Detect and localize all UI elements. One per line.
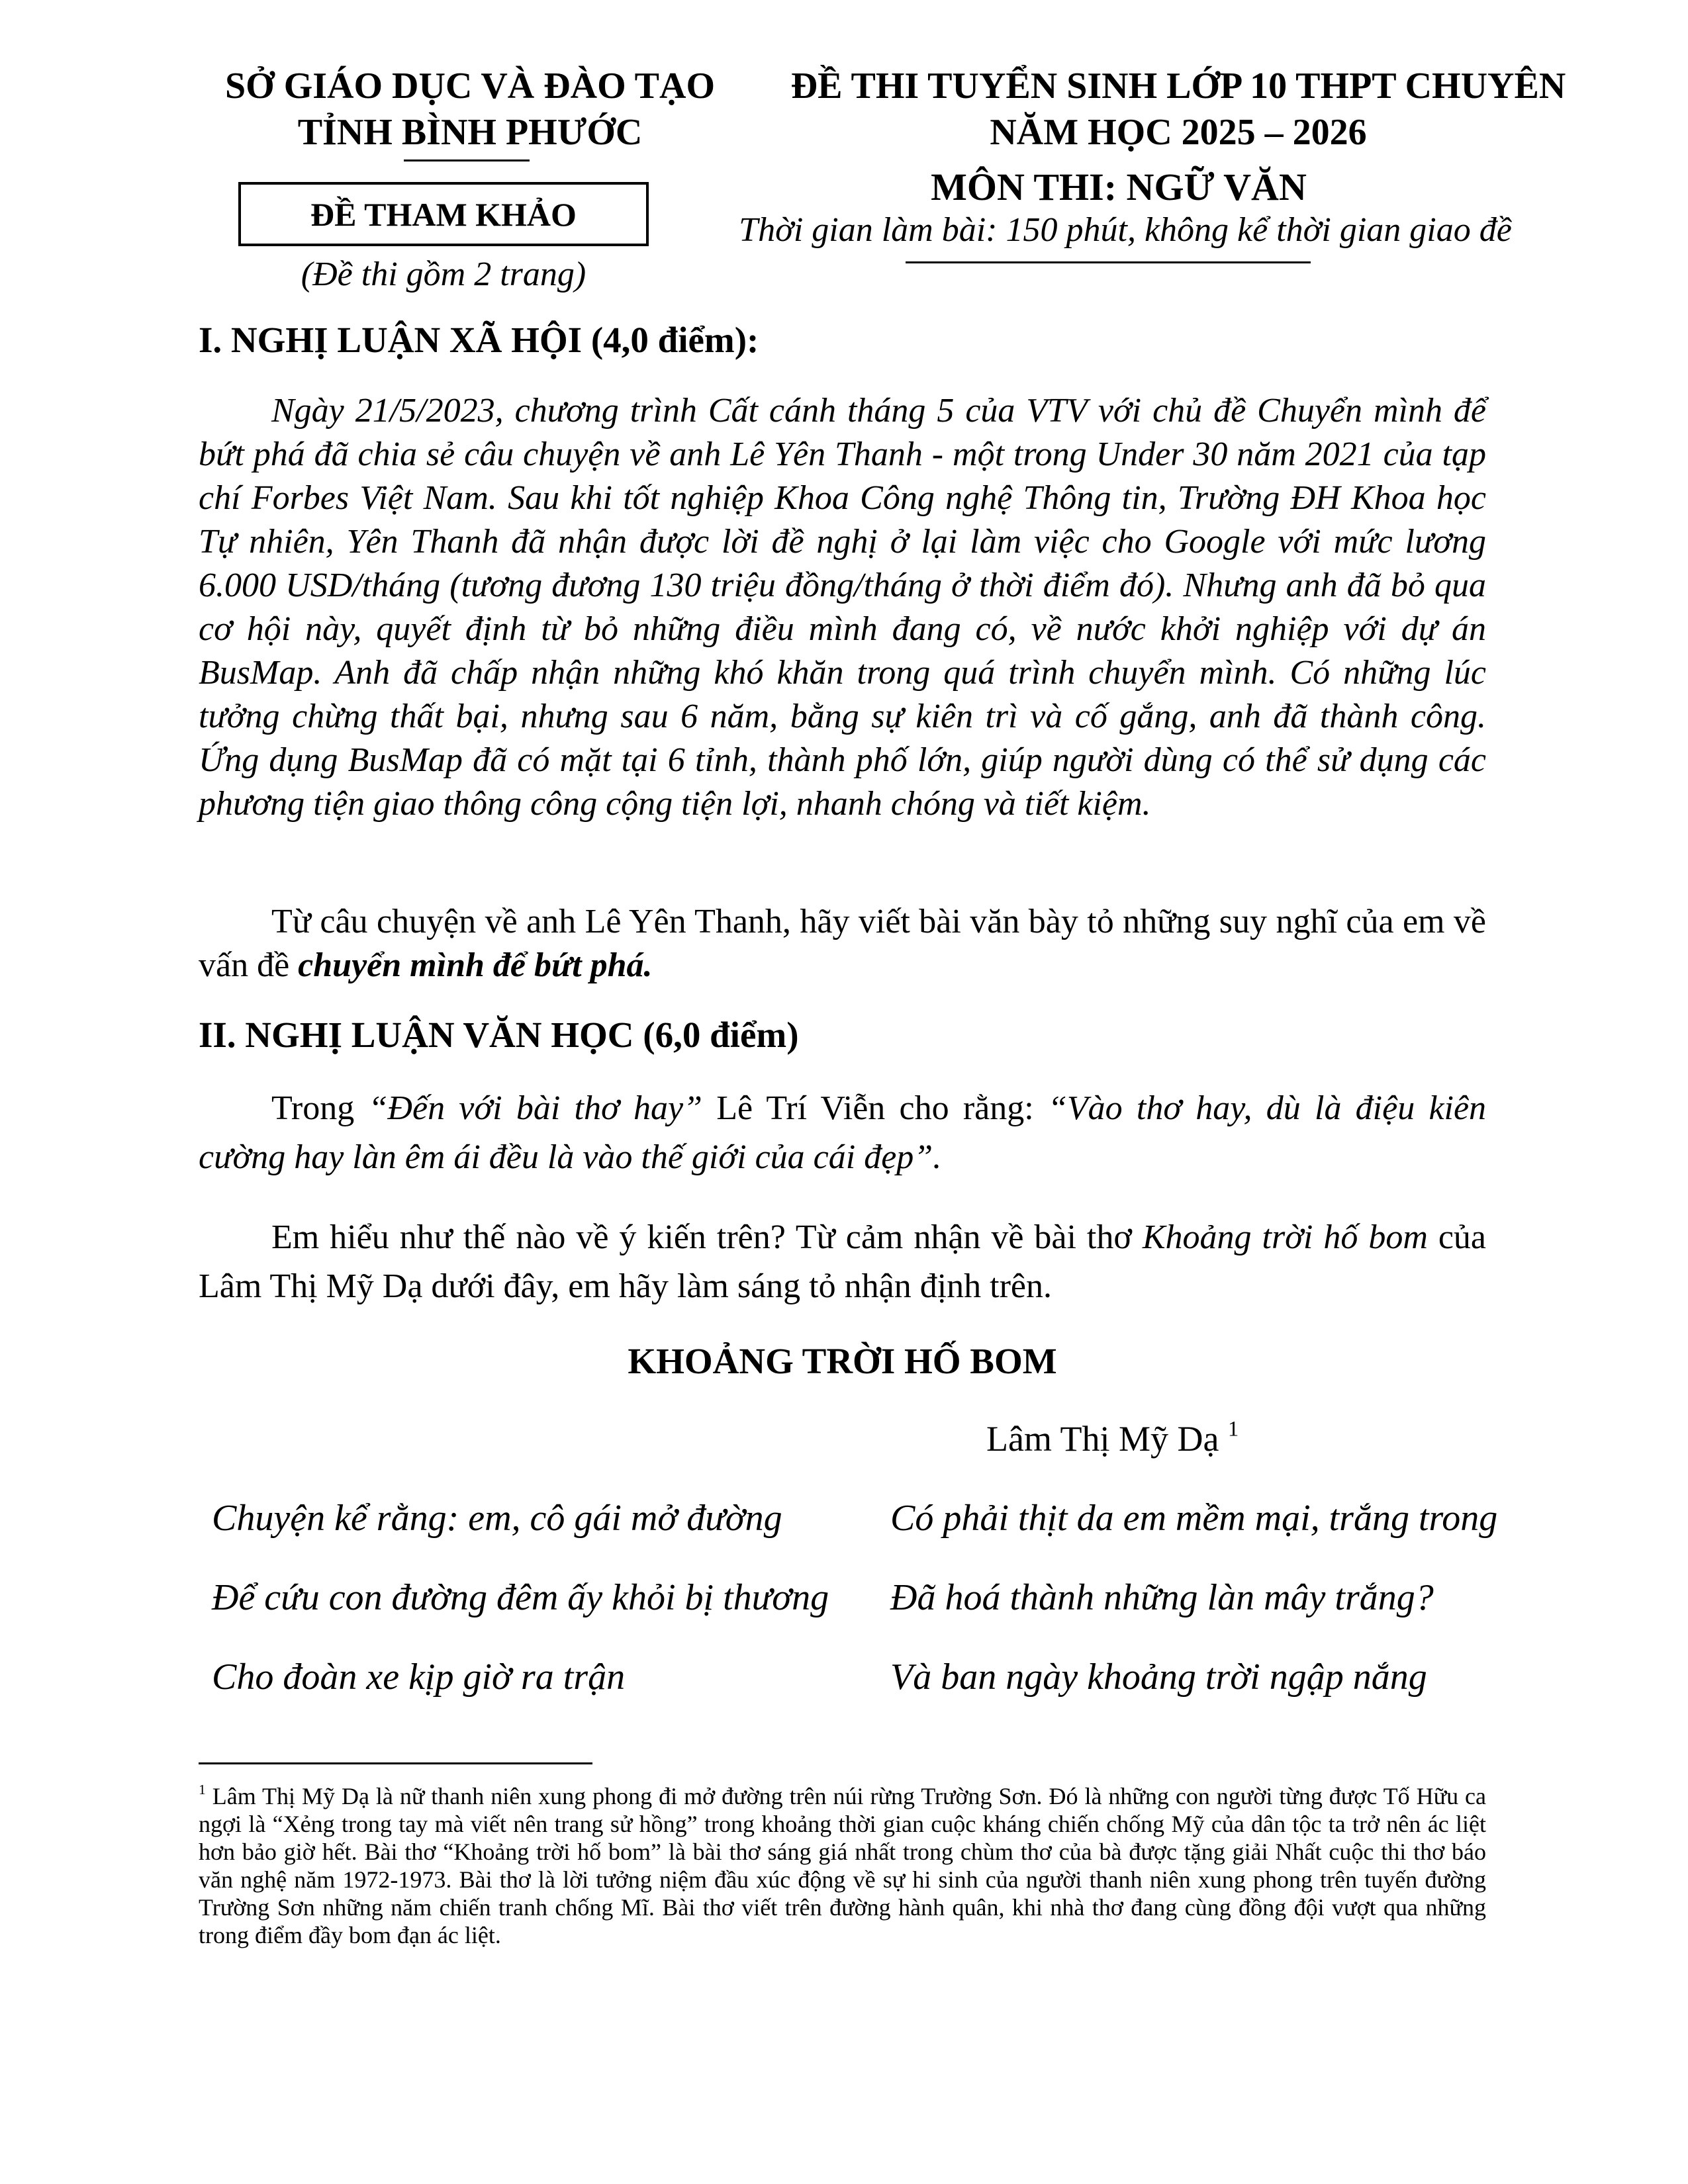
reference-exam-label: ĐỀ THAM KHẢO <box>310 195 577 233</box>
subject-title: MÔN THI: NGỮ VĂN <box>931 165 1307 208</box>
reference-exam-box <box>238 182 649 246</box>
section-2-title: II. NGHỊ LUẬN VĂN HỌC (6,0 điểm) <box>199 1015 799 1055</box>
footnote <box>199 1782 1486 1949</box>
footnote-number: 1 <box>199 1781 206 1797</box>
section-2-paragraph-1 <box>199 1084 1486 1182</box>
exam-title: ĐỀ THI TUYỂN SINH LỚP 10 THPT CHUYÊN <box>790 66 1566 107</box>
section-1-title: I. NGHỊ LUẬN XÃ HỘI (4,0 điểm): <box>199 320 759 360</box>
department-name: SỞ GIÁO DỤC VÀ ĐÀO TẠO <box>224 66 716 107</box>
p2-prefix: Em hiểu như thế nào về ý kiến trên? Từ cảm nhận về bài thơ <box>271 1218 1132 1256</box>
poem-left-line-1: Chuyện kể rằng: em, cô gái mở đường <box>212 1498 782 1539</box>
poem-title: KHOẢNG TRỜI HỐ BOM <box>628 1341 1057 1381</box>
p2-suffix: của Lâm Thị Mỹ Dạ dưới đây, em hãy làm sáng tỏ nhận định trên. <box>199 1218 1487 1305</box>
p1-book-title: “Đến với bài thơ hay” <box>368 1089 702 1127</box>
poem-footnote-mark: 1 <box>1227 1417 1239 1441</box>
school-year: NĂM HỌC 2025 – 2026 <box>990 112 1367 153</box>
p1-prefix: Trong <box>271 1089 355 1127</box>
poem-left-line-2: Để cứu con đường đêm ấy khỏi bị thương <box>212 1577 829 1618</box>
section-1-prompt <box>199 900 1486 987</box>
province-name: TỈNH BÌNH PHƯỚC <box>297 112 643 153</box>
time-note: Thời gian làm bài: 150 phút, không kể thời gian giao đề <box>739 211 1512 249</box>
section-1-prompt-emphasis: chuyển mình để bứt phá. <box>298 946 653 984</box>
section-1-passage: Ngày 21/5/2023, chương trình Cất cánh tháng 5 của VTV với chủ đề Chuyển mình để bứt phá đã chia sẻ câu chuyện về anh Lê Yên Thanh - một trong Under 30 năm 2021 của tạp chí Forbes Việt Nam. Sau khi tốt nghiệp Khoa Công nghệ Thông tin, Trường ĐH Khoa học Tự nhiên, Yên Thanh đã nhận được lời đề nghị ở lại làm việc cho Google với mức lương 6.000 USD/tháng (tương đương 130 triệu đồng/tháng ở thời điểm đó). Nhưng anh đã bỏ qua cơ hội này, quyết định từ bỏ những điều mình đang có, về nước khởi nghiệp với dự án BusMap. Anh đã chấp nhận những khó khăn trong quá trình chuyển mình. Có những lúc tưởng chừng thất bại, nhưng sau 6 năm, bằng sự kiên trì và cố gắng, anh đã thành công. Ứng dụng BusMap đã có mặt tại 6 tỉnh, thành phố lớn, giúp người dùng có thể sử dụng các phương tiện giao thông công cộng tiện lợi, nhanh chóng và tiết kiệm. <box>199 392 1486 823</box>
pages-note: (Đề thi gồm 2 trang) <box>301 255 586 293</box>
p1-quote: “Vào thơ hay, dù là điệu kiên cường hay làn êm ái đều là vào thế giới của cái đẹp”. <box>199 1089 1487 1176</box>
section-1-prompt-text: Từ câu chuyện về anh Lê Yên Thanh, hãy viết bài văn bày tỏ những suy nghĩ của em về vấn đề <box>199 903 1486 984</box>
section-2-paragraph-2 <box>199 1213 1486 1311</box>
header-right-underline <box>906 261 1311 263</box>
poem-author-name: Lâm Thị Mỹ Dạ <box>986 1419 1219 1459</box>
p1-author: Lê Trí Viễn cho rằng: <box>716 1089 1034 1127</box>
poem-right-line-1: Có phải thịt da em mềm mại, trắng trong <box>890 1498 1498 1539</box>
poem-right-line-3: Và ban ngày khoảng trời ngập nắng <box>890 1657 1427 1698</box>
poem-right-line-2: Đã hoá thành những làn mây trắng? <box>890 1577 1434 1618</box>
poem-left-line-3: Cho đoàn xe kịp giờ ra trận <box>212 1657 626 1698</box>
footnote-separator <box>199 1762 592 1764</box>
header-left-underline <box>404 159 530 161</box>
footnote-text: Lâm Thị Mỹ Dạ là nữ thanh niên xung phong đi mở đường trên núi rừng Trường Sơn. Đó là những con người từng được Tố Hữu ca ngợi là “Xẻng trong tay mà viết nên trang sử hồng” trong khoảng thời gian cuộc kháng chiến chống Mỹ của dân tộc ta trở nên ác liệt hơn bảo giờ hết. Bài thơ “Khoảng trời hố bom” là bài thơ sáng giá nhất trong chùm thơ của bà được tặng giải Nhất cuộc thi thơ báo văn nghệ năm 1972-1973. Bài thơ là lời tưởng niệm đầu xúc động về sự hi sinh của người thanh niên xung phong trên tuyến đường Trường Sơn những năm chiến tranh chống Mĩ. Bài thơ viết trên đường hành quân, khi nhà thơ đang cùng đồng đội vượt qua những trong điểm đầy bom đạn ác liệt. <box>199 1783 1487 1948</box>
p2-poem-title: Khoảng trời hố bom <box>1142 1218 1428 1256</box>
poem-author <box>986 1418 1239 1459</box>
